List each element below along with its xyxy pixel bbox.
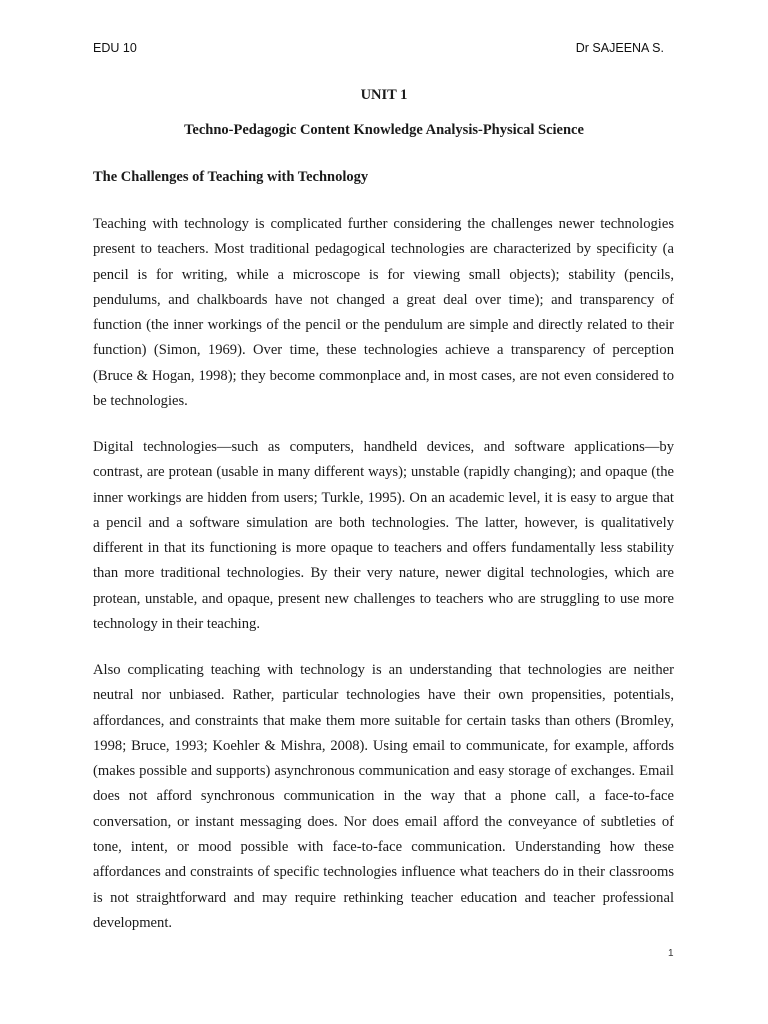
unit-title: UNIT 1 xyxy=(360,87,408,103)
section-heading: The Challenges of Teaching with Technology xyxy=(93,169,369,185)
page-header xyxy=(93,41,664,59)
paragraph-2: Digital technologies—such as computers, handheld devices, and software applications—by contrast, are protean (usable in many different ways); unstable (rapidly changing); and opaque (the inner workings are hidden from users; Turkle, 1995). On an academic level, it is easy to argue that a pencil and a software simulation are both technologies. The latter, however, is qualitatively different in that its functioning is more opaque to teachers and offers fundamentally less stability than more traditional technologies. By their very nature, newer digital technologies, which are protean, unstable, and opaque, present new challenges to teachers who are struggling to use more technology in their teaching. xyxy=(93,439,674,633)
page-number: 1 xyxy=(668,948,674,959)
paragraph-1: Teaching with technology is complicated further considering the challenges newer technologies present to teachers. Most traditional pedagogical technologies are characterized by specificity (a pencil is for writing, while a microscope is for viewing small objects); stability (pencils, pendulums, and chalkboards have not changed a great deal over time); and transparency of function (the inner workings of the pencil or the pendulum are simple and directly related to their function) (Simon, 1969). Over time, these technologies achieve a transparency of perception (Bruce & Hogan, 1998); they become commonplace and, in most cases, are not even considered to be technologies. xyxy=(93,216,674,410)
document-title: Techno-Pedagogic Content Knowledge Analysis-Physical Science xyxy=(184,122,584,138)
author-name: Dr SAJEENA S. xyxy=(575,41,664,55)
course-code: EDU 10 xyxy=(93,41,137,55)
paragraph-3: Also complicating teaching with technology is an understanding that technologies are neither neutral nor unbiased. Rather, particular technologies have their own propensities, potentials, affordances, and constraints that make them more suitable for certain tasks than others (Bromley, 1998; Bruce, 1993; Koehler & Mishra, 2008). Using email to communicate, for example, affords (makes possible and supports) asynchronous communication and easy storage of exchanges. Email does not afford synchronous communication in the way that a phone call, a face-to-face conversation, or instant messaging does. Nor does email afford the conveyance of subtleties of tone, intent, or mood possible with face-to-face communication. Understanding how these affordances and constraints of specific technologies influence what teachers do in their classrooms is not straightforward and may require rethinking teacher education and teacher professional development. xyxy=(93,662,674,931)
